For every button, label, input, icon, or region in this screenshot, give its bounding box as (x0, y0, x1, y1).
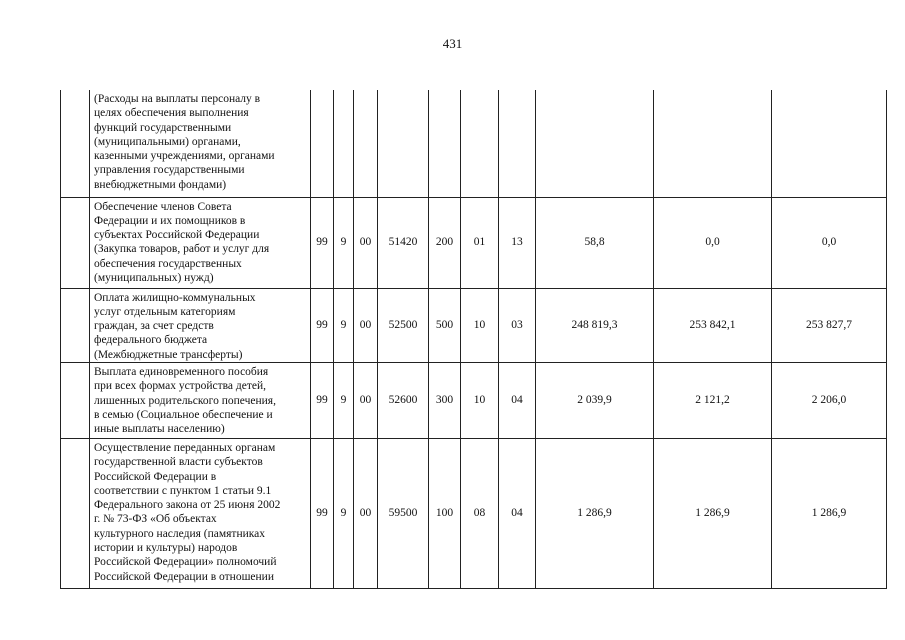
description-line: целях обеспечения выполнения (94, 107, 249, 120)
row-index-cell (61, 90, 90, 197)
description-line: при всех формах устройства детей, (94, 380, 267, 393)
program-code (311, 90, 334, 197)
section-code: 10 (461, 288, 499, 362)
description-line: субъектах Российской Федерации (94, 229, 260, 242)
description-line: граждан, за счет средств (94, 320, 214, 333)
table-row (61, 288, 887, 362)
description-line: Федерации и их помощников в (94, 214, 246, 227)
row-description (90, 90, 311, 197)
subprogram-code: 9 (334, 362, 354, 438)
description-line: обеспечения государственных (94, 257, 242, 270)
row-index-cell (61, 197, 90, 288)
expense-type-code: 200 (429, 197, 461, 288)
description-line: Российской Федерации в (94, 470, 217, 483)
direction-code: 52600 (378, 362, 429, 438)
amount-year-3: 253 827,7 (772, 288, 887, 362)
subprogram-code: 9 (334, 288, 354, 362)
main-event-code: 00 (354, 197, 378, 288)
section-code (461, 90, 499, 197)
amount-year-2 (654, 90, 772, 197)
description-line: (муниципальных) нужд) (94, 271, 214, 284)
main-event-code: 00 (354, 438, 378, 588)
expense-type-code (429, 90, 461, 197)
main-event-code (354, 90, 378, 197)
direction-code (378, 90, 429, 197)
description-line: Российской Федерации» полномочий (94, 556, 277, 569)
description-line: Федерального закона от 25 июня 2002 (94, 499, 281, 512)
description-line: услуг отдельным категориям (94, 305, 236, 318)
amount-year-2: 2 121,2 (654, 362, 772, 438)
amount-year-1: 2 039,9 (536, 362, 654, 438)
row-description (90, 438, 311, 588)
program-code: 99 (311, 288, 334, 362)
description-line: Обеспечение членов Совета (94, 200, 232, 213)
subsection-code: 03 (499, 288, 536, 362)
row-description (90, 197, 311, 288)
description-line: иные выплаты населению) (94, 423, 225, 436)
amount-year-2: 253 842,1 (654, 288, 772, 362)
program-code: 99 (311, 438, 334, 588)
expense-type-code: 100 (429, 438, 461, 588)
description-line: функций государственными (94, 121, 232, 134)
description-line: Российской Федерации в отношении (94, 570, 274, 583)
description-line: федерального бюджета (94, 334, 208, 347)
section-code: 08 (461, 438, 499, 588)
description-line: Оплата жилищно-коммунальных (94, 291, 256, 304)
section-code: 10 (461, 362, 499, 438)
amount-year-2: 1 286,9 (654, 438, 772, 588)
description-line: государственной власти субъектов (94, 456, 263, 469)
table-body (61, 90, 887, 588)
description-line: в семью (Социальное обеспечение и (94, 408, 273, 421)
description-line: культурного наследия (памятниках (94, 527, 266, 540)
amount-year-3: 2 206,0 (772, 362, 887, 438)
description-line: Выплата единовременного пособия (94, 365, 269, 378)
description-line: истории и культуры) народов (94, 542, 238, 555)
direction-code: 51420 (378, 197, 429, 288)
main-event-code: 00 (354, 362, 378, 438)
amount-year-3: 1 286,9 (772, 438, 887, 588)
description-line: г. № 73-ФЗ «Об объектах (94, 513, 217, 526)
subsection-code (499, 90, 536, 197)
direction-code: 59500 (378, 438, 429, 588)
subsection-code: 04 (499, 362, 536, 438)
expense-type-code: 300 (429, 362, 461, 438)
amount-year-1: 248 819,3 (536, 288, 654, 362)
description-line: управления государственными (94, 164, 245, 177)
budget-table (60, 90, 887, 589)
description-line: казенными учреждениями, органами (94, 150, 275, 163)
description-line: внебюджетными фондами) (94, 178, 227, 191)
table-row (61, 197, 887, 288)
row-index-cell (61, 362, 90, 438)
subprogram-code: 9 (334, 438, 354, 588)
row-index-cell (61, 438, 90, 588)
subsection-code: 13 (499, 197, 536, 288)
row-index-cell (61, 288, 90, 362)
row-description (90, 288, 311, 362)
amount-year-3 (772, 90, 887, 197)
table-row (61, 90, 887, 197)
amount-year-2: 0,0 (654, 197, 772, 288)
expense-type-code: 500 (429, 288, 461, 362)
amount-year-1: 58,8 (536, 197, 654, 288)
description-line: (муниципальными) органами, (94, 135, 241, 148)
description-line: (Расходы на выплаты персоналу в (94, 93, 261, 105)
description-line: (Межбюджетные трансферты) (94, 348, 243, 361)
page-number: 431 (442, 36, 463, 51)
table-row (61, 438, 887, 588)
section-code: 01 (461, 197, 499, 288)
description-line: (Закупка товаров, работ и услуг для (94, 243, 270, 256)
description-line: лишенных родительского попечения, (94, 394, 276, 407)
table-row (61, 362, 887, 438)
subprogram-code (334, 90, 354, 197)
subsection-code: 04 (499, 438, 536, 588)
amount-year-1 (536, 90, 654, 197)
amount-year-1: 1 286,9 (536, 438, 654, 588)
subprogram-code: 9 (334, 197, 354, 288)
description-line: Осуществление переданных органам (94, 441, 276, 454)
row-description (90, 362, 311, 438)
amount-year-3: 0,0 (772, 197, 887, 288)
program-code: 99 (311, 362, 334, 438)
program-code: 99 (311, 197, 334, 288)
main-event-code: 00 (354, 288, 378, 362)
description-line: соответствии с пунктом 1 статьи 9.1 (94, 484, 272, 497)
direction-code: 52500 (378, 288, 429, 362)
